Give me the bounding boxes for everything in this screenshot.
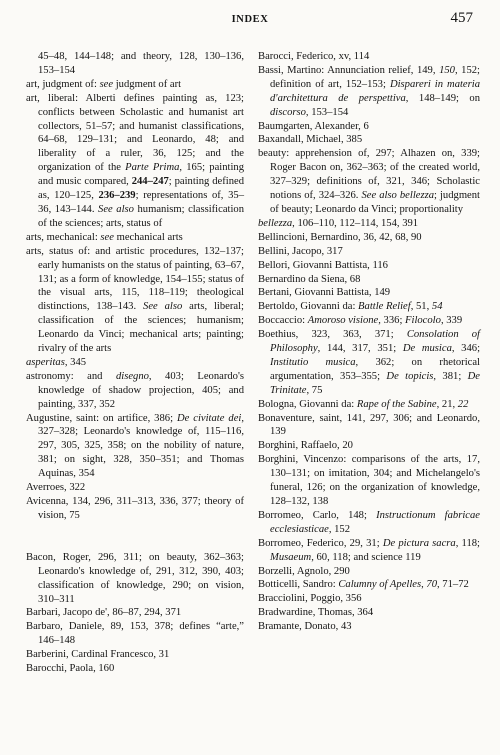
entry-text: Baumgarten, Alexander, 6 [258,120,369,132]
entry-text: discorso [270,106,306,118]
index-entry [26,620,244,648]
entry-text: , 144, 317, 351; [317,343,403,355]
index-entry [258,578,480,592]
entry-text: art, judgment of: [26,78,100,90]
entry-text: Botticelli, Sandro: [258,579,339,591]
index-entry [26,370,244,412]
entry-text: , 75 [306,384,323,396]
entry-text: Boccaccio: [258,315,308,327]
index-entry [258,314,480,328]
index-entry [26,412,244,482]
entry-text: Borromeo, Carlo, 148; [258,509,377,521]
index-entry-continuation [26,50,244,78]
entry-text: Battle Relief [358,301,411,313]
entry-text: 45–48, 144–148; and theory, 128, 130–136, 153–154 [38,51,244,76]
entry-text: Borromeo, Federico, 29, 31; [258,537,383,549]
page-header [25,10,475,30]
index-entry [26,648,244,662]
index-entry [26,231,244,245]
entry-text: Bassi, Martino: Annunciation relief, 149, [258,64,440,76]
entry-text: , 152 [328,523,351,535]
entry-text: see [99,78,114,90]
entry-text: 236–239 [98,190,136,202]
index-entry [26,78,244,92]
entry-text: Borzelli, Agnolo, 290 [258,565,350,577]
entry-text: Averroes, 322 [26,482,86,494]
index-column-left [26,50,244,676]
entry-text: 54 [431,301,443,313]
entry-text: 244–247 [131,176,169,188]
entry-text: See also bellezza [361,190,435,202]
entry-text: Calumny of Apelles [338,579,422,591]
index-entry [258,286,480,300]
entry-text: Bellini, Jacopo, 317 [258,245,343,257]
entry-text: Barocchi, Paola, 160 [26,663,115,675]
entry-text: bellezza [258,217,293,229]
index-entry [258,509,480,537]
entry-text: arts, mechanical: [26,231,101,243]
entry-text: De musica [402,343,452,355]
entry-text: , 336; [378,315,406,327]
entry-text: Filocolo [405,315,441,327]
index-column-right [258,50,480,634]
entry-text: Consolation of Philosophy [270,329,480,355]
entry-text: Avicenna, 134, 296, 311–313, 336, 377; theory of vision, 75 [26,496,244,521]
entry-text: Bramante, Donato, 43 [258,621,352,633]
index-entry [258,328,480,398]
index-entry [258,133,480,147]
entry-text: 150 [439,64,455,76]
entry-text: Boethius, 323, 363, 371; [258,329,407,341]
entry-text: , 346; [451,343,481,355]
entry-text: Bernardino da Siena, 68 [258,273,361,285]
entry-text: humanism; classification of the sciences; arts, status of [38,203,244,229]
entry-text: See also [98,203,134,215]
entry-text: , 71–72 [437,579,469,591]
entry-text: , 362; on rhetorical argumentation, 353–355; [270,356,481,382]
running-head: INDEX [231,14,269,25]
entry-text: De Trinitate [270,370,481,396]
index-entry [258,217,480,231]
entry-text: Augustine, saint: on artifice, 386; [26,412,177,424]
index-entry [258,245,480,259]
entry-text: arts, liberal; classification of the sciences; humanism; Leonardo da Vinci; mechanical arts; painting; rivalry of the arts [38,301,244,355]
entry-text: Bellori, Giovanni Battista, 116 [258,259,388,271]
entry-text: Barberini, Cardinal Francesco, 31 [26,649,170,661]
entry-text: ; painting defined as, 120–125, [38,176,244,202]
entry-text: , 165; painting and music compared, [38,162,245,188]
entry-text: , 345 [64,356,87,368]
entry-text: mechanical arts [113,231,183,243]
entry-text: art, liberal: Alberti defines painting as, 123; conflicts between Scholastic and humanist art collectors, 51–57; and humanist classifications, 64–68, 129–131; and Leonardo, 48; and liberality of a ruler, 36, 125; and the organization of the [26,92,244,174]
entry-text: , 148–149; on [405,92,480,104]
entry-text: Bonaventure, saint, 141, 297, 306; and Leonardo, 139 [258,412,480,438]
index-entry [258,592,480,606]
entry-text: , 51, [410,301,432,313]
entry-text: , 403; Leonardo's knowledge of shadow projection, 405; and painting, 337, 352 [38,370,245,410]
entry-text: arts, status of: and artistic procedures, 132–137; early humanists on the status of painting, 63–67, 131; as a form of knowledge, 154–155; status of the visual arts, 115, 118–119; theological distinctions, 138–143. [26,245,244,313]
index-entry [258,120,480,134]
entry-text: ; representations of, 35–36, 143–144. [38,190,244,215]
entry-text: 70 [426,579,437,591]
entry-text: see [100,231,114,243]
index-entry [26,606,244,620]
index-entry [26,662,244,676]
entry-text: beauty: apprehension of, 297; Alhazen on, 339; Roger Bacon on, 362–363; of the created world, 327–329; definitions of, 321, 346; Scholastic notions of, 324–326. [258,148,480,202]
index-entry [258,439,480,453]
entry-text: De topicis [386,370,434,382]
entry-text: Bologna, Giovanni da: [258,398,357,410]
entry-text: , [421,579,427,591]
entry-text: Parte Prima [125,162,180,174]
entry-text: judgment of art [113,78,182,90]
entry-text: Barbari, Jacopo de', 86–87, 294, 371 [26,607,182,619]
entry-text: Rape of the Sabine [356,398,437,410]
entry-text: Baxandall, Michael, 385 [258,134,363,146]
entry-text: ; judgment of beauty; Leonardo da Vinci; proportionality [270,190,480,215]
index-entry [258,147,480,217]
index-entry [258,606,480,620]
index-entry [26,551,244,607]
index-entry [258,50,480,64]
entry-text: , 106–110, 112–114, 154, 391 [292,217,419,229]
entry-text: , 327–328; Leonardo's knowledge of, 115–116, 297, 305, 325, 358; on the nobility of nature, 381; on sight, 328, 350–351; and Thomas Aquinas, 354 [38,412,244,480]
index-entry [26,495,244,523]
entry-text: Bertani, Giovanni Battista, 149 [258,287,391,299]
entry-text: asperitas [26,356,65,368]
entry-text: disegno [115,370,149,382]
index-entry [258,412,480,440]
entry-text: Barocci, Federico, xv, 114 [258,51,370,62]
entry-text: Bracciolini, Poggio, 356 [258,593,362,605]
index-entry [258,537,480,565]
entry-text: , 153–154 [305,106,349,118]
index-entry [258,453,480,509]
index-entry [258,565,480,579]
entry-text: Borghini, Vincenzo: comparisons of the arts, 17, 130–131; on imitation, 304; and Michelangelo's funeral, 126; on the organization of knowledge, 128–132, 138 [258,454,480,507]
index-entry [258,273,480,287]
index-entry [26,356,244,370]
entry-text: astronomy: and [26,370,116,382]
entry-text: 22 [457,398,469,410]
entry-text: , 118; [455,537,480,549]
index-entry [258,231,480,245]
entry-text: Instructionum fabricae ecclesiasticae [270,509,480,535]
entry-text: Institutio musica [270,356,356,368]
entry-text: Borghini, Raffaelo, 20 [258,440,353,452]
entry-text: , 60, 118; and science 119 [311,551,421,563]
entry-text: , 381; [433,370,468,382]
index-entry [258,398,480,412]
page-number: 457 [450,10,473,26]
entry-text: , 21, [436,398,458,410]
entry-text: Musaeum [270,551,312,563]
entry-text: , 339 [440,315,463,327]
entry-text: Bertoldo, Giovanni da: [258,301,359,313]
entry-text: Bradwardine, Thomas, 364 [258,607,374,619]
entry-text: See also [143,301,183,313]
entry-text: Dispareri in materia d'architettura de perspettiva [270,78,480,104]
entry-text: De pictura sacra [382,537,456,549]
entry-text: Amoroso visione [307,315,379,327]
entry-text: Bellincioni, Bernardino, 36, 42, 68, 90 [258,231,422,243]
entry-text: Bacon, Roger, 296, 311; on beauty, 362–363; Leonardo's knowledge of, 291, 312, 390, 403; classification of knowledge, 290; on vision, 310–311 [26,551,244,605]
entry-text: De civitate dei [176,412,242,424]
index-entry [258,300,480,314]
index-entry [26,92,244,231]
entry-text: Barbaro, Daniele, 89, 153, 378; defines “arte,” 146–148 [26,621,244,647]
index-entry [258,64,480,120]
index-entry [258,259,480,273]
entry-text: , 152; definition of art, 152–153; [270,64,480,90]
index-entry [258,620,480,634]
index-entry [26,481,244,495]
index-entry [26,245,244,356]
